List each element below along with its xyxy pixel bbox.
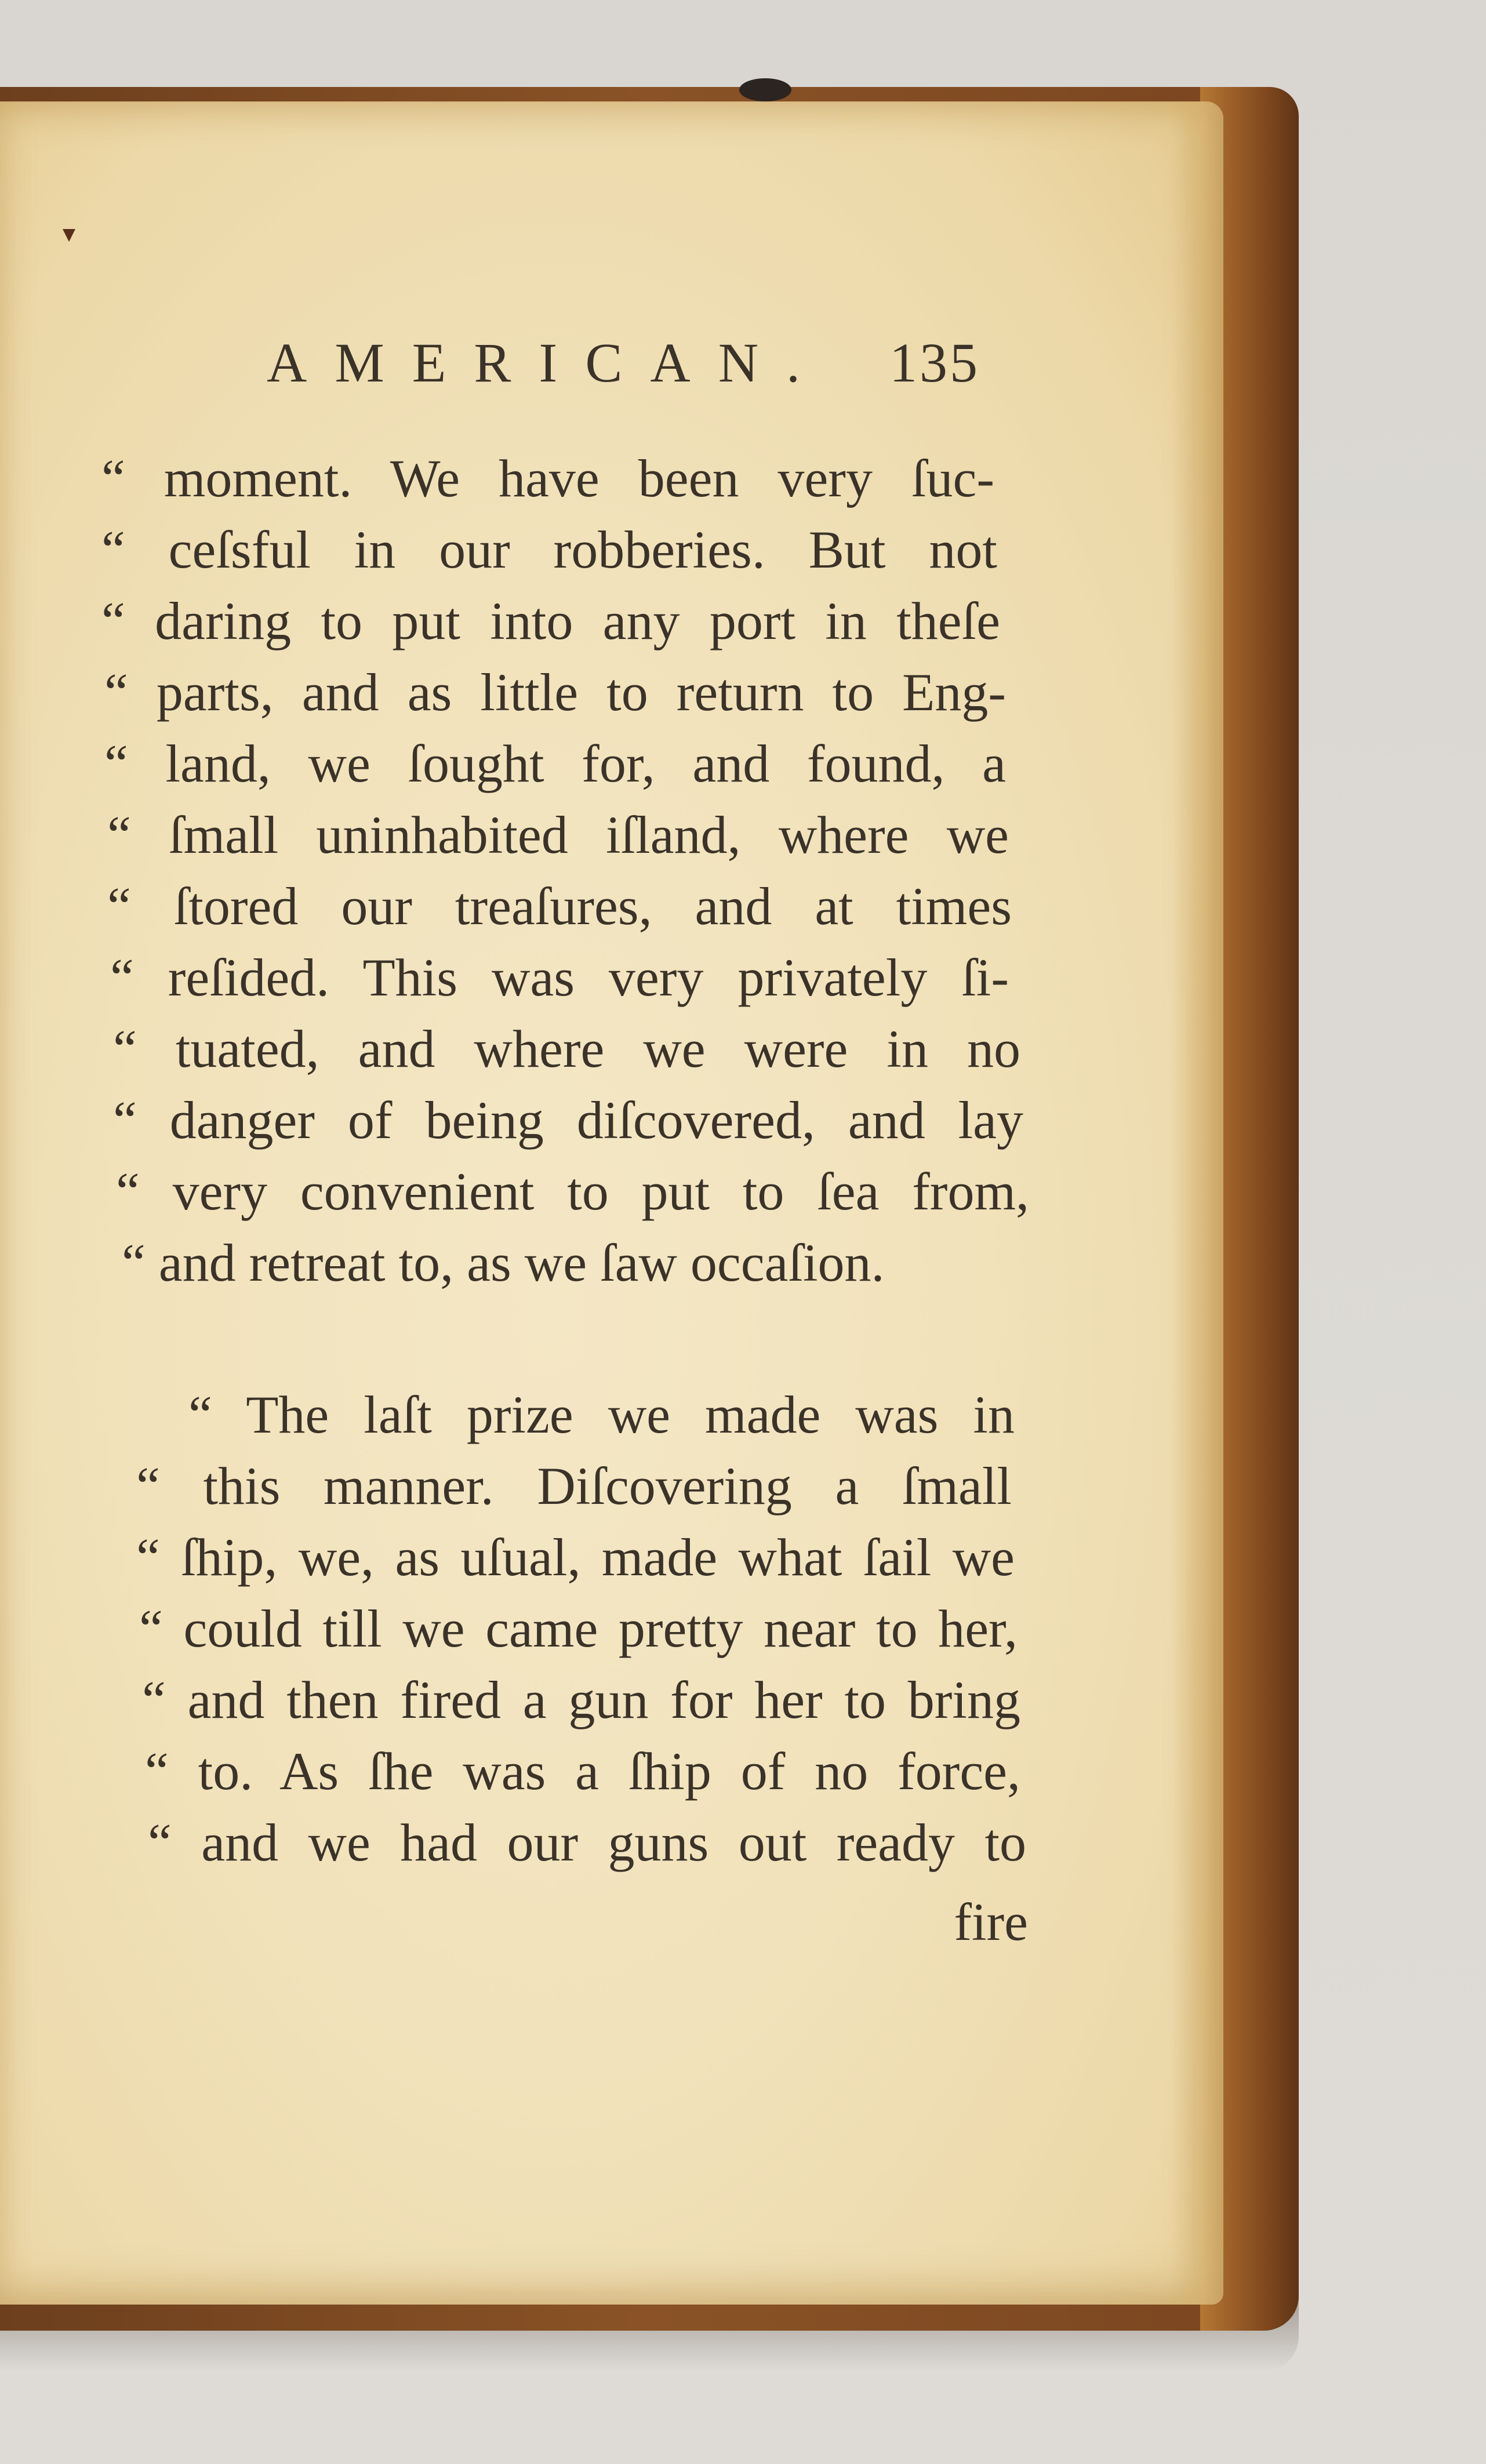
- bookmark-nub: [739, 78, 791, 101]
- page-edge-curl: [1171, 101, 1223, 2305]
- text-line: “ daring to put into any port in theſe: [101, 591, 1000, 650]
- text-line: “ tuated, and where we were in no: [113, 1019, 1020, 1078]
- text-line: “ ſtored our treaſures, and at times: [107, 877, 1012, 936]
- text-line: “ and then fired a gun for her to bring: [142, 1670, 1020, 1729]
- catchword: fire: [954, 1892, 1028, 1951]
- text-line: “ parts, and as little to return to Eng-: [104, 663, 1006, 722]
- text-line: “ this manner. Diſcovering a ſmall: [136, 1456, 1012, 1516]
- text-line: “ ſhip, we, as uſual, made what ſail we: [136, 1528, 1015, 1587]
- text-line: “ and we had our guns out ready to: [148, 1813, 1026, 1872]
- text-line: “ danger of being diſcovered, and lay: [113, 1091, 1023, 1150]
- running-title: AMERICAN.: [267, 332, 829, 394]
- text-line: “ ceſsful in our robberies. But not: [101, 520, 997, 579]
- running-header: [267, 330, 980, 400]
- page-number: 135: [889, 332, 980, 394]
- text-line: “ and retreat to, as we ſaw occaſion.: [122, 1233, 885, 1292]
- text-line: “ to. As ſhe was a ſhip of no force,: [145, 1742, 1020, 1801]
- text-line: “ The laſt prize we made was in: [188, 1385, 1015, 1444]
- text-line: “ could till we came pretty near to her,: [139, 1599, 1018, 1658]
- text-line: “ reſided. This was very privately ſi-: [110, 948, 1009, 1007]
- text-line: “ moment. We have been very ſuc-: [101, 449, 994, 508]
- text-line: “ very convenient to put to ſea from,: [116, 1162, 1029, 1221]
- text-line: “ land, we ſought for, and found, a: [104, 734, 1006, 793]
- text-line: “ ſmall uninhabited iſland, where we: [107, 805, 1009, 864]
